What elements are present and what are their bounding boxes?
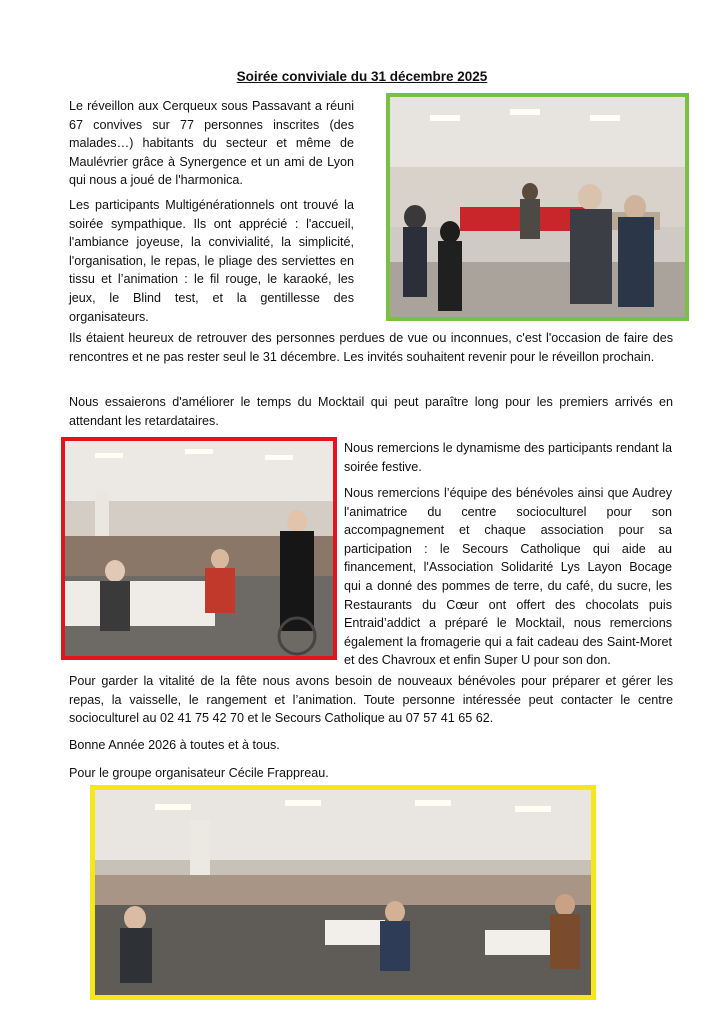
paragraph-meeting: Ils étaient heureux de retrouver des personnes perdues de vue ou inconnues, c'est l'occasion de faire des rencontres et ne pas rester seul le 31 décembre. Les invités souhaitent revenir pour le réveillon prochain. — [69, 331, 673, 364]
paragraph-call-volunteers: Pour garder la vitalité de la fête nous avons besoin de nouveaux bénévoles pour préparer et gérer les repas, la vaisselle, le rangement et l’animation. Toute personne intéressée peut contacter le centre socioculturel au 02 41 75 42 70 et le Secours Catholique au 07 57 41 65 62. — [69, 674, 673, 726]
photo-mocktail-reception — [386, 93, 689, 321]
paragraph-thanks-participants: Nous remercions le dynamisme des participants rendant la soirée festive. — [344, 441, 672, 474]
paragraph-signature: Pour le groupe organisateur Cécile Frappreau. — [69, 766, 329, 780]
paragraph-appreciation: Les participants Multigénérationnels ont trouvé la soirée sympathique. Ils ont apprécié : l'accueil, l'ambiance joyeuse, la convivialité, la simplicité, l'organisation, le repas, le pliage des serviettes en tissu et l’animation : le fil rouge, le karaoké, les jeux, le Blind test, et la gentillesse des organisateurs. — [69, 198, 354, 324]
page-title: Soirée conviviale du 31 décembre 2025 — [236, 69, 488, 84]
paragraph-mocktail: Nous essaierons d'améliorer le temps du Mocktail qui peut paraître long pour les premiers arrivés en attendant les retardataires. — [69, 395, 673, 428]
paragraph-new-year: Bonne Année 2026 à toutes et à tous. — [69, 738, 280, 752]
photo-dining-room — [61, 437, 337, 660]
paragraph-guests: Le réveillon aux Cerqueux sous Passavant a réuni 67 convives sur 77 personnes inscrites (des malades…) habitants du secteur et même de Maulévrier grâce à Synergence et un ami de Lyon qui nous a joué de l'harmonica. — [69, 99, 354, 188]
paragraph-thanks-volunteers: Nous remercions l’équipe des bénévoles ainsi que Audrey l'animatrice du centre socioculturel pour son accompagnement et chaque association pour sa participation : le Secours Catholique qui aide au financement, l'Association Solidarité Lys Layon Bocage qui a donné des pommes de terre, du café, du sucre, les Restaurants du Cœur ont offert des chocolats puis Entraid’addict a préparé le Mocktail, nous remercions également la fromagerie qui a fait cadeau des Saint-Moret et des Chavroux et enfin Super U pour son don. — [344, 486, 672, 668]
photo-full-hall — [90, 785, 596, 1000]
